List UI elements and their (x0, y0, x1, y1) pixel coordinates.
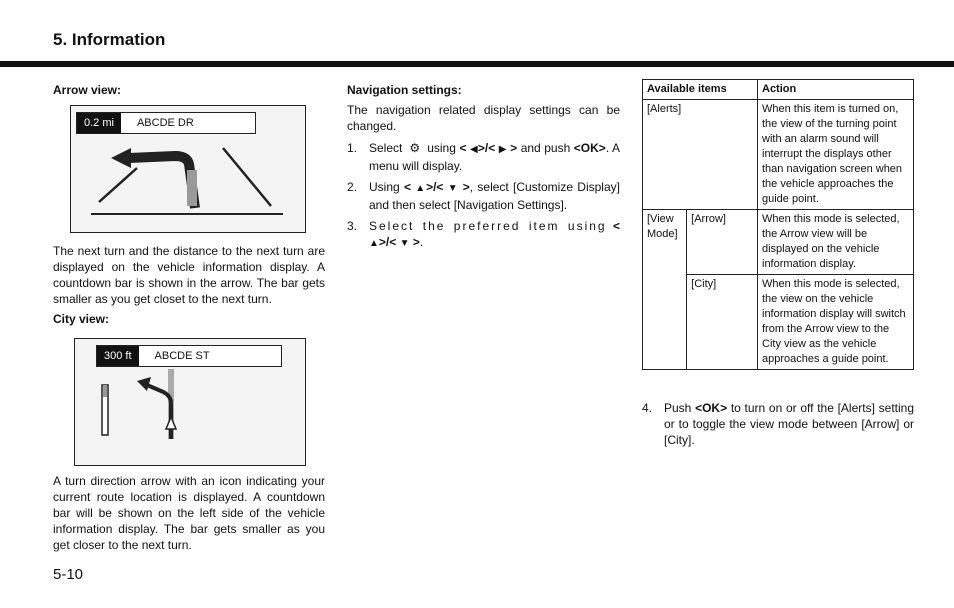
step-text: Select the preferred item using (369, 219, 607, 233)
city-view-distance: 300 ft (97, 346, 139, 366)
step-number: 2. (347, 180, 358, 194)
turn-arrow-head (111, 148, 131, 168)
option-city: [City] (687, 275, 758, 370)
step-number: 4. (642, 401, 653, 415)
step-text: Using (369, 180, 400, 194)
step-2 (347, 179, 620, 213)
arrow-view-graphic (71, 106, 305, 232)
table-row (643, 210, 914, 275)
bracket-open: < (403, 180, 411, 194)
up-arrow-icon: ▲ (369, 238, 379, 249)
action-city: When this mode is selected, the view on the vehicle information display will switch from the Arrow view to the City view as the vehicle approaches a guide point. (758, 275, 914, 370)
navigation-settings-steps (347, 140, 620, 252)
step-text: . A menu will display. (369, 141, 621, 173)
bracket-open: < (612, 219, 620, 233)
arrow-view-distance: 0.2 mi (77, 113, 121, 133)
step-number: 1. (347, 141, 358, 155)
navigation-settings-heading: Navigation settings: (347, 83, 462, 97)
arrow-view-description: The next turn and the distance to the next turn are displayed on the vehicle information display. A countdown bar is shown in the arrow. The bar gets smaller as you get closet to the next turn. (53, 244, 325, 306)
bracket-mid: >/< (378, 235, 397, 249)
city-view-screen (74, 338, 306, 466)
bracket-close: > (412, 235, 420, 249)
step-4 (642, 400, 914, 448)
up-arrow-icon: ▲ (415, 183, 427, 194)
page-title: 5. Information (53, 30, 166, 49)
right-arrow-icon: ▶ (498, 144, 507, 155)
table-row (643, 100, 914, 210)
left-arrow-icon: ◀ (469, 144, 478, 155)
column-header-action: Action (758, 80, 914, 100)
step-text: and push (520, 141, 571, 155)
road-left-line (99, 168, 137, 202)
settings-gear-icon: ⚙ (405, 141, 424, 155)
step-text: to turn on or off the [Alerts] setting or to toggle the view mode between [Arrow] or [City]. (664, 401, 914, 447)
vehicle-position-icon (166, 417, 176, 429)
column-middle (347, 82, 620, 257)
down-arrow-icon: ▼ (447, 183, 459, 194)
table-header-row (643, 80, 914, 100)
column-header-items: Available items (643, 80, 758, 100)
step-text: Push (664, 401, 692, 415)
countdown-bar-level (103, 385, 107, 397)
turn-arrow-shaft (129, 156, 195, 208)
column-right (642, 79, 914, 370)
item-alerts: [Alerts] (643, 100, 758, 210)
page-number: 5-10 (53, 566, 84, 583)
down-arrow-icon: ▼ (399, 238, 410, 249)
bracket-mid: >/< (477, 141, 496, 155)
city-view-heading: City view: (53, 312, 110, 326)
city-view-graphic (75, 339, 305, 465)
city-view-description: A turn direction arrow with an icon indicating your current route location is displayed. A countdown bar will be shown on the left side of the vehicle information display. The bar gets smaller as you get closer to the next turn. (53, 474, 325, 552)
step-3 (347, 218, 620, 252)
ok-button-label: <OK> (573, 141, 606, 155)
bracket-close: > (462, 180, 470, 194)
available-items-table (642, 79, 914, 370)
step-text: , select [Customize Display] and then select [Navigation Settings]. (369, 180, 620, 212)
road-right-line (223, 148, 271, 206)
header-rule (0, 61, 954, 67)
turn-arrow-head (137, 377, 151, 391)
bracket-close: > (510, 141, 518, 155)
option-arrow: [Arrow] (687, 210, 758, 275)
arrow-view-street: ABCDE DR (136, 117, 194, 129)
arrow-view-screen (70, 105, 306, 233)
turn-arrow-shaft (147, 385, 171, 439)
step-text: . (419, 235, 424, 249)
city-view-street: ABCDE ST (154, 350, 210, 362)
countdown-bar (187, 170, 197, 206)
bracket-open: < (459, 141, 467, 155)
column-left (53, 82, 325, 553)
navigation-settings-intro: The navigation related display settings can be changed. (347, 103, 620, 133)
action-arrow: When this mode is selected, the Arrow view will be displayed on the vehicle information display. (758, 210, 914, 275)
action-alerts: When this item is turned on, the view of the turning point with an alarm sound will interrupt the displays other than navigation screen when the vehicle approaches the guide point. (758, 100, 914, 210)
ok-button-label: <OK> (695, 401, 728, 415)
step-1 (347, 140, 620, 174)
step-text: using (427, 141, 456, 155)
step-text: Select (369, 141, 403, 155)
item-view-mode: [View Mode] (643, 210, 687, 370)
arrow-view-heading: Arrow view: (53, 83, 122, 97)
bracket-mid: >/< (426, 180, 444, 194)
step-number: 3. (347, 219, 358, 233)
